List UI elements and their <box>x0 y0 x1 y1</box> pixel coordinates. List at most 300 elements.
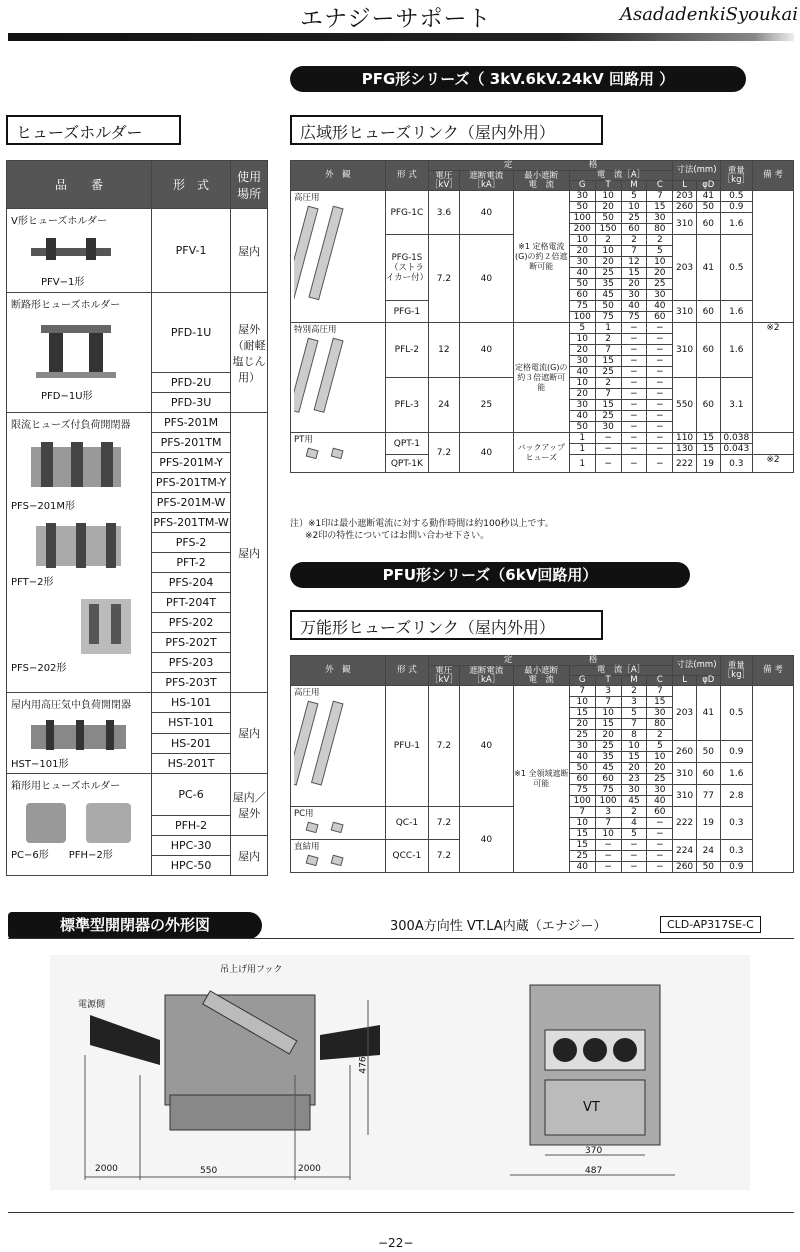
table-cell: − <box>647 829 673 840</box>
hst-photo <box>11 717 141 755</box>
table-cell: 50 <box>569 763 595 774</box>
th-breaking-unit: ［kA］ <box>472 674 501 685</box>
header-bar <box>8 33 794 41</box>
holder-caption: V形ヒューズホルダー <box>11 216 107 227</box>
table-cell: 40 <box>647 301 673 312</box>
table-cell: 4 <box>621 818 647 829</box>
table-cell: 15 <box>569 708 595 719</box>
table-cell: − <box>595 455 621 473</box>
table-cell: 0.043 <box>720 444 752 455</box>
table-cell: − <box>647 411 673 422</box>
holder-caption: 屋内用高圧気中負荷開閉器 <box>11 700 131 711</box>
dim-550: 550 <box>200 1166 218 1176</box>
table-cell: QPT-1 <box>385 433 428 455</box>
table-cell: 7 <box>621 246 647 257</box>
table-cell: − <box>595 862 621 873</box>
table-cell: − <box>621 851 647 862</box>
th-appearance: 外 観 <box>291 656 386 686</box>
table-cell: 10 <box>595 246 621 257</box>
table-cell: 60 <box>696 213 720 235</box>
qc-photo <box>294 819 364 833</box>
dim-476: 476 <box>358 1056 369 1074</box>
table-cell: 7 <box>595 389 621 400</box>
table-cell: 15 <box>569 840 595 851</box>
table-cell: 60 <box>696 378 720 433</box>
model-cell: PFS-201TM-Y <box>151 473 230 493</box>
table-cell: − <box>621 455 647 473</box>
table-cell: 310 <box>673 213 697 235</box>
dim-2000-right: 2000 <box>298 1164 321 1174</box>
table-cell: 7 <box>647 686 673 697</box>
table-cell: 0.9 <box>720 741 752 763</box>
table-cell: − <box>647 444 673 455</box>
holder-cell <box>7 209 152 293</box>
table-cell: 24 <box>428 378 459 433</box>
table-cell: 40 <box>459 807 513 873</box>
th-voltage: 電圧 <box>435 170 453 181</box>
table-cell: 10 <box>647 257 673 268</box>
hook-label: 吊上げ用フック <box>220 965 283 975</box>
th-d: φD <box>696 181 720 191</box>
table-cell: 100 <box>595 796 621 807</box>
table-cell: 80 <box>647 719 673 730</box>
model-cell: PFS-2 <box>151 533 230 553</box>
th-g: G <box>569 676 595 686</box>
table-cell: 203 <box>673 235 697 301</box>
category-label: PT用 <box>294 435 313 445</box>
table-cell: − <box>621 389 647 400</box>
table-cell: 40 <box>459 191 513 235</box>
table-cell: 15 <box>595 400 621 411</box>
table-cell: 7.2 <box>428 235 459 323</box>
table-cell: 40 <box>647 796 673 807</box>
model-cell: HST-101 <box>151 713 230 733</box>
note-1: 注）※1印は最小遮断電流に対する動作時間は約100秒以上です。 <box>290 519 554 529</box>
table-cell: 310 <box>673 785 697 807</box>
model-cell: PFS-201M-W <box>151 493 230 513</box>
pfu-label: 万能形ヒューズリンク（屋内外用） <box>290 610 603 640</box>
th-type: 形 式 <box>151 161 230 209</box>
pc6-photo <box>11 798 141 846</box>
th-m: M <box>621 181 647 191</box>
table-cell: 30 <box>621 785 647 796</box>
table-cell: 80 <box>647 224 673 235</box>
table-cell: 7 <box>595 697 621 708</box>
table-cell: 310 <box>673 301 697 323</box>
model-cell: HPC-30 <box>151 836 230 856</box>
category-label: PC用 <box>294 809 314 819</box>
table-cell: 25 <box>569 730 595 741</box>
pfg-banner: PFG形シリーズ（ 3kV.6kV.24kV 回路用 ） <box>290 66 746 92</box>
th-rating: 定 格 <box>428 656 672 666</box>
table-cell: 30 <box>647 785 673 796</box>
table-cell: 7.2 <box>428 433 459 473</box>
th-min: 最小遮断 <box>524 665 559 676</box>
table-cell: 40 <box>459 323 513 378</box>
table-cell: 7.2 <box>428 840 459 873</box>
table-cell: 60 <box>595 774 621 785</box>
table-cell: 15 <box>621 268 647 279</box>
holder-caption: 限流ヒューズ付負荷開閉器 <box>11 420 131 431</box>
table-cell: 0.038 <box>720 433 752 444</box>
category-label: 高圧用 <box>294 688 320 698</box>
table-cell: 3.1 <box>720 378 752 433</box>
table-cell: − <box>621 862 647 873</box>
table-cell: 45 <box>595 290 621 301</box>
holder-cell <box>7 413 152 693</box>
table-cell: QPT-1K <box>385 455 428 473</box>
pft2-photo <box>11 518 141 573</box>
table-cell: 0.5 <box>720 191 752 202</box>
table-cell: 20 <box>595 202 621 213</box>
table-cell: 50 <box>595 213 621 224</box>
table-cell: 5 <box>621 829 647 840</box>
table-cell: PFG-1C <box>385 191 428 235</box>
table-cell: 2.8 <box>720 785 752 807</box>
th-breaking: 遮断電流 <box>469 665 504 676</box>
table-cell: 2 <box>647 235 673 246</box>
model-cell: PFD-3U <box>151 393 230 413</box>
vt-label: VT <box>583 1100 600 1115</box>
table-cell: PFG-1S（ストライカー付） <box>385 235 428 301</box>
table-cell: 3.6 <box>428 191 459 235</box>
model-cell: PFS-204 <box>151 573 230 593</box>
table-cell: 0.5 <box>720 235 752 301</box>
table-cell: 50 <box>569 422 595 433</box>
table-cell: 25 <box>569 851 595 862</box>
place-cell: 屋外（耐軽塩じん用） <box>231 293 268 413</box>
table-cell: 77 <box>696 785 720 807</box>
model-cell: PFT-2 <box>151 553 230 573</box>
outline-rule <box>8 938 794 939</box>
table-cell: 2 <box>595 378 621 389</box>
model-cell: PFS-201TM-W <box>151 513 230 533</box>
th-weight: 重量 <box>727 165 745 176</box>
table-cell: 75 <box>569 785 595 796</box>
table-cell: 41 <box>696 686 720 741</box>
table-cell: 50 <box>595 301 621 312</box>
table-cell: 75 <box>595 312 621 323</box>
table-cell: 2 <box>647 730 673 741</box>
holder-sub: HST−101形 <box>11 759 69 770</box>
pfg-photo-hv <box>294 203 364 305</box>
table-cell: − <box>621 323 647 334</box>
table-cell: 100 <box>569 312 595 323</box>
th-place: 使用場所 <box>231 161 268 209</box>
table-cell: PFG-1 <box>385 301 428 323</box>
model-cell: PFS-202T <box>151 633 230 653</box>
table-cell: 15 <box>621 752 647 763</box>
table-cell: 130 <box>673 444 697 455</box>
table-cell: 2 <box>621 686 647 697</box>
table-cell: 1 <box>569 455 595 473</box>
empty-cell <box>752 433 793 455</box>
th-appearance: 外 観 <box>291 161 386 191</box>
model-cell: PC-6 <box>151 774 230 816</box>
table-cell: 100 <box>569 796 595 807</box>
pfs202-photo <box>11 594 141 659</box>
table-cell: 20 <box>569 246 595 257</box>
dim-487: 487 <box>585 1166 603 1176</box>
table-cell: 41 <box>696 191 720 202</box>
table-cell: 50 <box>696 202 720 213</box>
table-cell: − <box>621 345 647 356</box>
table-cell: 40 <box>621 301 647 312</box>
pfs201m-photo <box>11 437 141 497</box>
outline-title: 300A方向性 VT.LA内蔵（エナジー） <box>390 919 607 934</box>
table-cell: 15 <box>569 829 595 840</box>
table-cell: 25 <box>595 411 621 422</box>
outline-drawing <box>50 955 750 1190</box>
holder-cell <box>7 293 152 413</box>
model-cell: HPC-50 <box>151 856 230 876</box>
th-type: 形 式 <box>385 656 428 686</box>
place-cell: 屋内／屋外 <box>231 774 268 836</box>
model-cell: PFS-201M-Y <box>151 453 230 473</box>
table-cell: 30 <box>647 708 673 719</box>
table-cell: 20 <box>569 389 595 400</box>
table-cell: 0.5 <box>720 686 752 741</box>
pfu-table <box>290 655 794 873</box>
th-t: T <box>595 181 621 191</box>
table-cell: 260 <box>673 202 697 213</box>
table-cell: ※2 <box>752 323 793 433</box>
th-g: G <box>569 181 595 191</box>
table-cell: 10 <box>569 334 595 345</box>
table-cell: 30 <box>647 290 673 301</box>
table-cell: 310 <box>673 763 697 785</box>
table-cell: 150 <box>595 224 621 235</box>
table-cell: 35 <box>595 279 621 290</box>
pfu-banner: PFU形シリーズ（6kV回路用） <box>290 562 690 588</box>
category-label: 高圧用 <box>294 193 320 203</box>
th-min2: 電 流 <box>528 179 555 190</box>
outline-code: CLD-AP317SE-C <box>660 916 761 933</box>
dim-370: 370 <box>585 1146 603 1156</box>
table-cell: 7 <box>595 818 621 829</box>
table-cell: 110 <box>673 433 697 444</box>
table-cell: 7 <box>647 191 673 202</box>
th-d: φD <box>696 676 720 686</box>
th-voltage-unit: ［kV］ <box>430 179 458 190</box>
table-cell: 25 <box>621 213 647 224</box>
place-cell: 屋内 <box>231 413 268 693</box>
table-cell: QCC-1 <box>385 840 428 873</box>
holder-sub: PFH−2形 <box>68 850 113 861</box>
table-cell: 3 <box>595 686 621 697</box>
table-cell: − <box>621 840 647 851</box>
table-cell: 10 <box>569 235 595 246</box>
table-cell: 75 <box>621 312 647 323</box>
table-cell: 5 <box>647 741 673 752</box>
source-label: 電源側 <box>78 1000 106 1010</box>
table-cell: 20 <box>621 279 647 290</box>
pfg-label: 広域形ヒューズリンク（屋内外用） <box>290 115 603 145</box>
table-cell: − <box>647 851 673 862</box>
table-cell: − <box>621 356 647 367</box>
table-cell: − <box>647 840 673 851</box>
table-cell: 10 <box>569 378 595 389</box>
table-cell: − <box>621 334 647 345</box>
th-weight: 重量 <box>727 660 745 671</box>
outline-pill: 標準型開閉器の外形図 <box>8 912 262 939</box>
table-cell: 15 <box>696 433 720 444</box>
table-cell: PFL-2 <box>385 323 428 378</box>
table-cell: 40 <box>569 862 595 873</box>
table-cell: 2 <box>595 235 621 246</box>
model-cell: PFS-203 <box>151 653 230 673</box>
table-cell: 20 <box>647 268 673 279</box>
table-cell: − <box>595 444 621 455</box>
table-cell: 45 <box>621 796 647 807</box>
th-voltage-unit: ［kV］ <box>430 674 458 685</box>
holder-sub: PC−6形 <box>11 850 49 861</box>
table-cell: 19 <box>696 455 720 473</box>
table-cell: 19 <box>696 807 720 840</box>
table-cell: 40 <box>569 752 595 763</box>
holder-sub: PFT−2形 <box>11 577 54 588</box>
table-cell: − <box>647 400 673 411</box>
table-cell: − <box>647 433 673 444</box>
table-cell: 1.6 <box>720 213 752 235</box>
table-cell: 40 <box>459 433 513 473</box>
table-cell: 1 <box>569 433 595 444</box>
table-cell: 30 <box>569 400 595 411</box>
table-cell: 7 <box>621 719 647 730</box>
table-cell: 10 <box>621 741 647 752</box>
table-cell: 20 <box>595 730 621 741</box>
table-cell: 35 <box>595 752 621 763</box>
table-cell: − <box>647 378 673 389</box>
table-cell: 100 <box>569 213 595 224</box>
table-cell: 60 <box>696 323 720 378</box>
pt-photo <box>294 445 364 459</box>
table-cell: − <box>647 389 673 400</box>
empty-cell <box>752 191 793 323</box>
table-cell: 7 <box>569 686 595 697</box>
table-cell: 10 <box>569 697 595 708</box>
table-cell: 50 <box>569 279 595 290</box>
table-cell: − <box>647 455 673 473</box>
table-cell: 222 <box>673 807 697 840</box>
pfl-photo <box>294 335 364 417</box>
table-cell: 8 <box>621 730 647 741</box>
model-cell: PFS-203T <box>151 673 230 693</box>
model-cell: PFD-2U <box>151 373 230 393</box>
holder-cell <box>7 774 152 876</box>
holder-caption: 断路形ヒューズホルダー <box>11 300 121 311</box>
table-cell: − <box>647 818 673 829</box>
model-cell: PFD-1U <box>151 293 230 373</box>
table-cell: 7.2 <box>428 807 459 840</box>
table-cell: 20 <box>595 257 621 268</box>
table-cell: 41 <box>696 235 720 301</box>
th-dims: 寸法(mm) <box>673 161 720 181</box>
model-cell: HS-201T <box>151 753 230 773</box>
table-cell: 15 <box>647 202 673 213</box>
table-cell: − <box>647 334 673 345</box>
table-cell: 203 <box>673 686 697 741</box>
table-cell: PFL-3 <box>385 378 428 433</box>
table-cell: 200 <box>569 224 595 235</box>
table-cell: 10 <box>595 708 621 719</box>
holder-sub: PFV−1形 <box>41 277 85 288</box>
table-cell: − <box>621 433 647 444</box>
category-label: 直結用 <box>294 842 320 852</box>
table-cell: 7 <box>595 345 621 356</box>
empty-cell <box>752 686 793 873</box>
table-cell: 260 <box>673 862 697 873</box>
th-l: L <box>673 181 697 191</box>
table-cell: 2 <box>621 235 647 246</box>
footer-rule <box>8 1212 794 1213</box>
table-cell: 30 <box>621 290 647 301</box>
table-cell: 40 <box>459 686 513 807</box>
table-cell: − <box>621 378 647 389</box>
table-cell: 0.3 <box>720 840 752 862</box>
table-cell: 75 <box>595 785 621 796</box>
table-cell: 10 <box>595 191 621 202</box>
pfg-table <box>290 160 794 473</box>
holder-sub: PFS−201M形 <box>11 501 76 512</box>
holder-sub: PFD−1U形 <box>41 391 93 402</box>
table-cell: 50 <box>696 741 720 763</box>
table-cell: 25 <box>459 378 513 433</box>
table-cell: 260 <box>673 741 697 763</box>
table-cell: 25 <box>595 367 621 378</box>
table-cell: 0.3 <box>720 807 752 840</box>
table-cell: − <box>621 400 647 411</box>
table-cell: 3 <box>595 807 621 818</box>
th-rating: 定 格 <box>428 161 672 171</box>
table-cell: − <box>647 422 673 433</box>
th-remarks: 備 考 <box>752 161 793 191</box>
table-cell: 60 <box>621 224 647 235</box>
appearance-cell <box>291 686 386 807</box>
appearance-cell <box>291 323 386 433</box>
model-cell: PFH-2 <box>151 816 230 836</box>
table-cell: 20 <box>569 719 595 730</box>
th-type: 形 式 <box>385 161 428 191</box>
table-cell: − <box>621 422 647 433</box>
note-2: ※2印の特性についてはお問い合わせ下さい。 <box>305 531 490 541</box>
table-cell: − <box>595 840 621 851</box>
table-cell: 10 <box>621 202 647 213</box>
table-cell: 224 <box>673 840 697 862</box>
place-cell: 屋内 <box>231 209 268 293</box>
category-label: 特別高圧用 <box>294 325 337 335</box>
qcc-photo <box>294 852 364 866</box>
model-cell: PFS-201TM <box>151 433 230 453</box>
table-cell: ※2 <box>752 455 793 473</box>
table-cell: − <box>647 367 673 378</box>
table-cell: 5 <box>621 708 647 719</box>
table-cell: − <box>621 411 647 422</box>
table-cell: 10 <box>595 829 621 840</box>
table-cell: 1 <box>595 323 621 334</box>
model-cell: PFT-204T <box>151 593 230 613</box>
table-cell: − <box>595 851 621 862</box>
table-cell: 0.9 <box>720 202 752 213</box>
table-cell: 12 <box>428 323 459 378</box>
table-cell: 30 <box>569 191 595 202</box>
model-cell: HS-101 <box>151 693 230 713</box>
table-cell: 1 <box>569 444 595 455</box>
table-cell: 3 <box>621 697 647 708</box>
table-cell: 5 <box>647 246 673 257</box>
table-cell: − <box>595 433 621 444</box>
pfv-photo <box>11 233 131 273</box>
